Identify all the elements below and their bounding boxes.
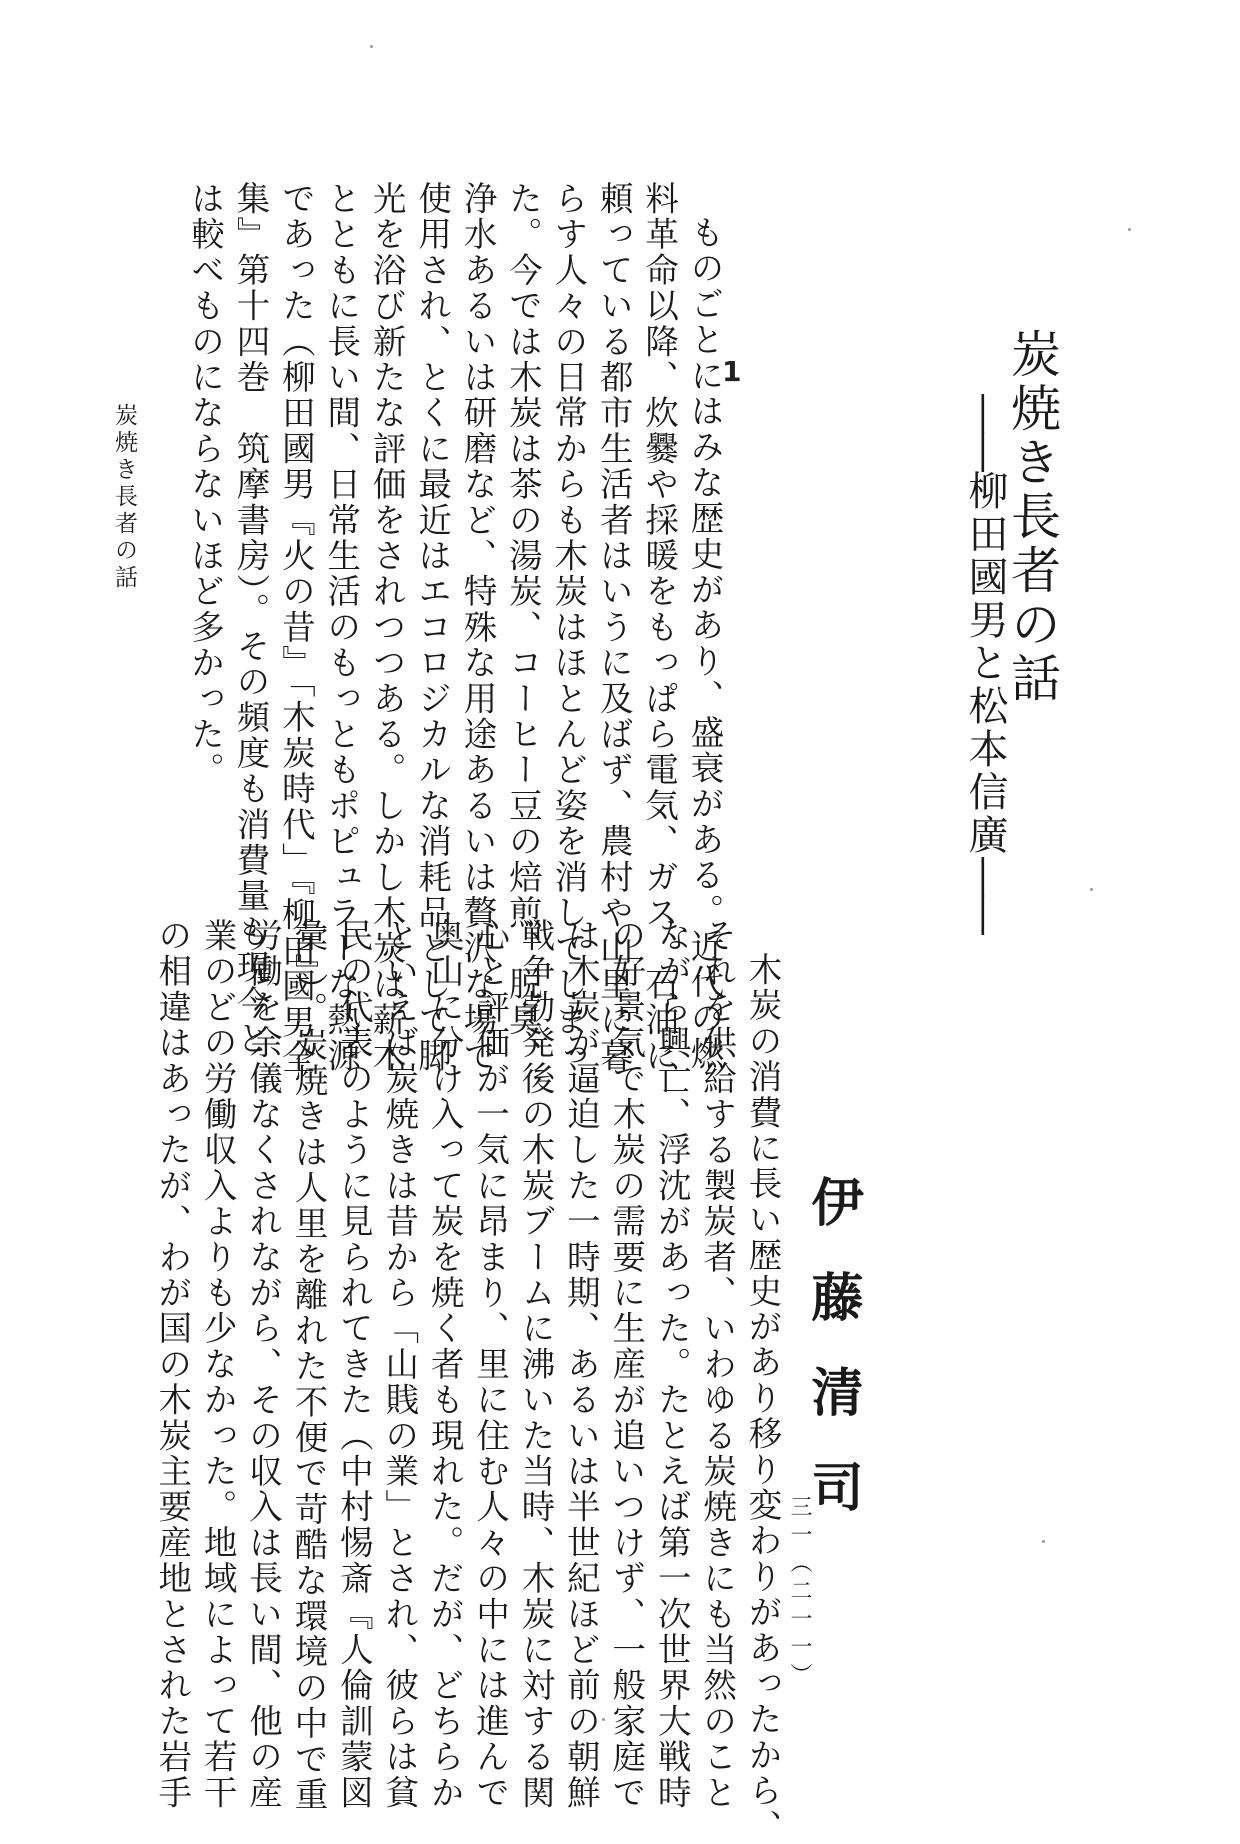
text-line: 集』第十四巻 筑摩書房）。その頻度も消費量も現今と — [230, 181, 270, 1057]
text-line: 料革命以降、炊爨や採暖をもっぱら電気、ガス、石油に — [639, 181, 679, 1074]
running-head: 炭焼き長者の話 — [111, 403, 137, 592]
scan-speck — [602, 1718, 605, 1721]
scan-speck — [1042, 1540, 1045, 1543]
text-line: ものごとにはみな歴史があり、盛衰がある。近代の燃 — [685, 214, 724, 1072]
text-line: であった（柳田國男『火の昔』「木炭時代」『柳田國男全 — [276, 181, 316, 1076]
article-title: 炭焼き長者の話 — [1003, 328, 1061, 706]
subtitle-dash-after: ―― — [962, 857, 1008, 933]
text-line: は木炭が逼迫した一時期、あるいは半世紀ほど前の朝鮮 — [561, 918, 601, 1811]
body-paragraph-lower — [149, 918, 785, 1844]
page-number: 三一（二一一） — [787, 1495, 812, 1691]
body-paragraph-upper — [182, 181, 727, 1076]
text-line: らす人々の日常からも木炭はほとんど姿を消してしまっ — [548, 181, 588, 1074]
subtitle-text: 柳田國男と松本信廣 — [962, 470, 1008, 857]
author-name: 伊藤清司 — [802, 1175, 863, 1555]
text-line: 戦争勃発後の木炭ブームに沸いた当時、木炭に対する関 — [515, 918, 555, 1811]
subtitle-dash-before: ―― — [962, 394, 1008, 470]
text-line: 心と評価が一気に昂まり、里に住む人々の中には進んで — [470, 918, 510, 1811]
text-line: 彙』）。炭焼きは人里を離れた不便で苛酷な環境の中で重 — [288, 918, 328, 1813]
scan-speck — [1090, 888, 1093, 891]
text-line: の相違はあったが、わが国の木炭主要産地とされた岩手 — [152, 918, 192, 1811]
text-line: は較べものにならないほど多かった。 — [185, 181, 225, 788]
text-line: 民の代表のように見られてきた（中村惕斎『人倫訓蒙図 — [334, 918, 374, 1811]
text-line: 使用され、とくに最近はエコロジカルな消耗品として脚 — [412, 181, 452, 1074]
text-line: 浄水あるいは研磨など、特殊な用途あるいは贅沢な場で — [457, 181, 497, 1074]
section-number: 1 — [722, 355, 742, 388]
text-line: といえば炭焼きは昔から「山賎の業」とされ、彼らは貧 — [379, 918, 419, 1811]
text-line: の好景気で木炭の需要に生産が追いつけず、一般家庭で — [606, 918, 646, 1811]
text-line: 奥山に分け入って炭を焼く者も現れた。だが、どちらか — [425, 918, 465, 1811]
text-line: ながら興亡、浮沈があった。たとえば第一次世界大戦時 — [652, 918, 692, 1811]
text-line: た。今では木炭は茶の湯炭、コーヒー豆の焙煎、脱臭、 — [503, 181, 543, 1074]
text-line: それを供給する製炭者、いわゆる炭焼きにも当然のこと — [697, 918, 737, 1811]
article-subtitle — [960, 394, 1010, 933]
text-line: 労働を余儀なくされながら、その収入は長い間、他の産 — [243, 918, 283, 1811]
text-line: 光を浴び新たな評価をされつつある。しかし木炭は薪木 — [367, 181, 407, 1074]
text-line: 木炭の消費に長い歴史があり移り変わりがあったから、 — [743, 951, 782, 1844]
text-line: 業のどの労働収入よりも少なかった。地域によって若干 — [198, 918, 238, 1811]
text-line: 頼っている都市生活者はいうに及ばず、農村や山里に暮 — [594, 181, 634, 1074]
scan-speck — [1128, 228, 1131, 231]
text-line: とともに長い間、日常生活のもっともポピュラーな熱源 — [321, 181, 361, 1074]
scan-speck — [370, 45, 373, 48]
